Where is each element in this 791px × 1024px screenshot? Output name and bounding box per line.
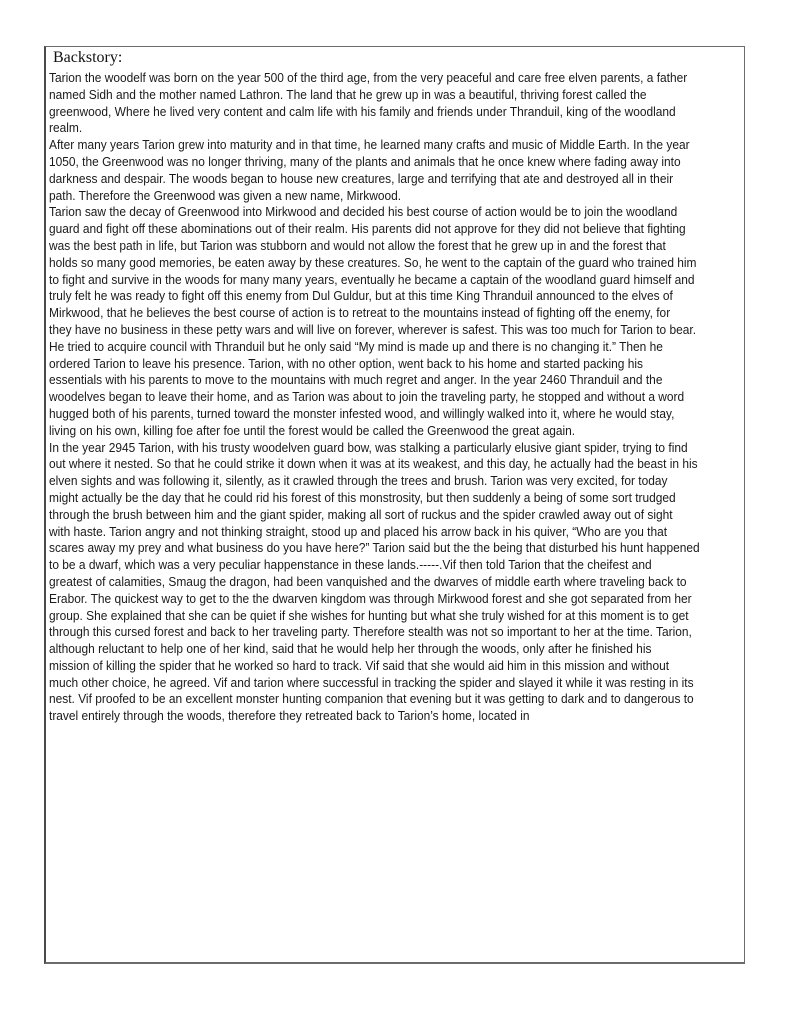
- text-line: although reluctant to help one of her kind, said that he would help her through the woods, only after he finished his: [49, 641, 652, 657]
- text-line: Tarion saw the decay of Greenwood into Mirkwood and decided his best course of action would be to join the woodland: [49, 204, 678, 220]
- backstory-body: [49, 70, 769, 725]
- text-line: ordered Tarion to leave his presence. Tarion, with no other option, went back to his home and started packing his: [49, 355, 644, 371]
- text-line: woodelves began to leave their home, and as Tarion was about to join the traveling party, he stopped and without a word: [49, 389, 685, 405]
- paragraph: [49, 137, 769, 204]
- text-line: truly felt he was ready to fight off this enemy from Dul Guldur, but at this time King Thranduil announced to the elves of: [49, 288, 673, 304]
- paragraph: [49, 204, 769, 439]
- text-line: named Sidh and the mother named Lathron. The land that he grew up in was a beautiful, thriving forest called the: [49, 86, 647, 102]
- text-line: out where it nested. So that he could strike it down when it was at its weakest, and this day, he actually had the beast in his: [49, 456, 698, 472]
- paragraph: [49, 440, 769, 726]
- text-line: travel entirely through the woods, therefore they retreated back to Tarion’s home, located in: [49, 708, 530, 724]
- text-line: with haste. Tarion angry and not thinking straight, stood up and placed his arrow back in his quiver, “Who are you that: [49, 523, 668, 539]
- backstory-text-box[interactable]: [44, 46, 745, 964]
- text-line: Mirkwood, that he believes the best course of action is to retreat to the mountains instead of fighting off the enemy, for: [49, 305, 671, 321]
- text-line: was the best path in life, but Tarion was stubborn and would not allow the forest that he grew up in and the forest that: [49, 237, 666, 253]
- text-line: Erabor. The quickest way to get to the the dwarven kingdom was through Mirkwood forest and she got separated from her: [49, 590, 692, 606]
- text-line: nest. Vif proofed to be an excellent monster hunting companion that evening but it was getting to dark and to dangerous to: [49, 691, 694, 707]
- text-line: they have no business in these petty wars and will live on forever, wherever is safest. This was too much for Tarion to bear.: [49, 321, 697, 337]
- text-line: through this cursed forest and back to her traveling party. Therefore stealth was not so important to her at the time. Tarion,: [49, 624, 692, 640]
- text-line: darkness and despair. The woods began to house new creatures, large and terrifying that ate and destroyed all in their: [49, 170, 674, 186]
- text-line: to be a dwarf, which was a very peculiar happenstance in these lands.-----.Vif then told Tarion that the cheifest and: [49, 557, 652, 573]
- text-line: realm.: [49, 120, 83, 136]
- text-line: mission of killing the spider that he worked so hard to track. Vif said that she would aid him in this mission and without: [49, 657, 670, 673]
- text-line: In the year 2945 Tarion, with his trusty woodelven guard bow, was stalking a particularly elusive giant spider, trying to find: [49, 439, 688, 455]
- text-line: greenwood, Where he lived very content and calm life with his family and friends under Thranduil, king of the woodland: [49, 103, 676, 119]
- text-line: much other choice, he agreed. Vif and tarion where successful in tracking the spider and slayed it while it was resting in its: [49, 674, 694, 690]
- paragraph: [49, 70, 769, 137]
- text-line: living on his own, killing foe after foe until the forest would be called the Greenwood the great again.: [49, 422, 576, 438]
- text-line: Tarion the woodelf was born on the year 500 of the third age, from the very peaceful and care free elven parents, a father: [49, 70, 688, 85]
- text-line: group. She explained that she can be quiet if she wishes for hunting but what she truly wished for at this moment is to get: [49, 607, 689, 623]
- text-line: through the brush between him and the giant spider, making all sort of ruckus and the spider crawled away out of sight: [49, 506, 673, 522]
- backstory-heading: Backstory:: [53, 49, 123, 66]
- text-line: path. Therefore the Greenwood was given a new name, Mirkwood.: [49, 187, 402, 203]
- text-line: He tried to acquire council with Thranduil but he only said “My mind is made up and there is no changing it.” Then he: [49, 338, 663, 354]
- text-line: hugged both of his parents, turned toward the monster infested wood, and willingly walked into it, where he would stay,: [49, 405, 675, 421]
- text-line: 1050, the Greenwood was no longer thriving, many of the plants and animals that he once knew where fading away into: [49, 153, 681, 169]
- text-line: to fight and survive in the woods for many many years, eventually he became a captain of the woodland guard himself and: [49, 271, 695, 287]
- text-line: guard and fight off these abominations out of their realm. His parents did not approve for they did not believe that fighting: [49, 221, 686, 237]
- text-line: essentials with his parents to move to the mountains with much regret and anger. In the year 2460 Thranduil and the: [49, 372, 663, 388]
- text-line: After many years Tarion grew into maturity and in that time, he learned many crafts and music of Middle Earth. In the year: [49, 137, 690, 153]
- text-line: elven sights and was following it, silently, as it crawled through the trees and brush. Tarion was very excited, for today: [49, 473, 668, 489]
- text-line: holds so many good memories, be eaten away by these creatures. So, he went to the captain of the guard who trained him: [49, 254, 697, 270]
- text-line: might actually be the day that he could rid his forest of this monstrosity, but then suddenly a being of some sort trudged: [49, 489, 676, 505]
- text-line: greatest of calamities, Smaug the dragon, had been vanquished and the dwarves of middle earth where traveling back to: [49, 573, 687, 589]
- text-line: scares away my prey and what business do you have here?” Tarion said but the the being that disturbed his hunt happened: [49, 540, 700, 556]
